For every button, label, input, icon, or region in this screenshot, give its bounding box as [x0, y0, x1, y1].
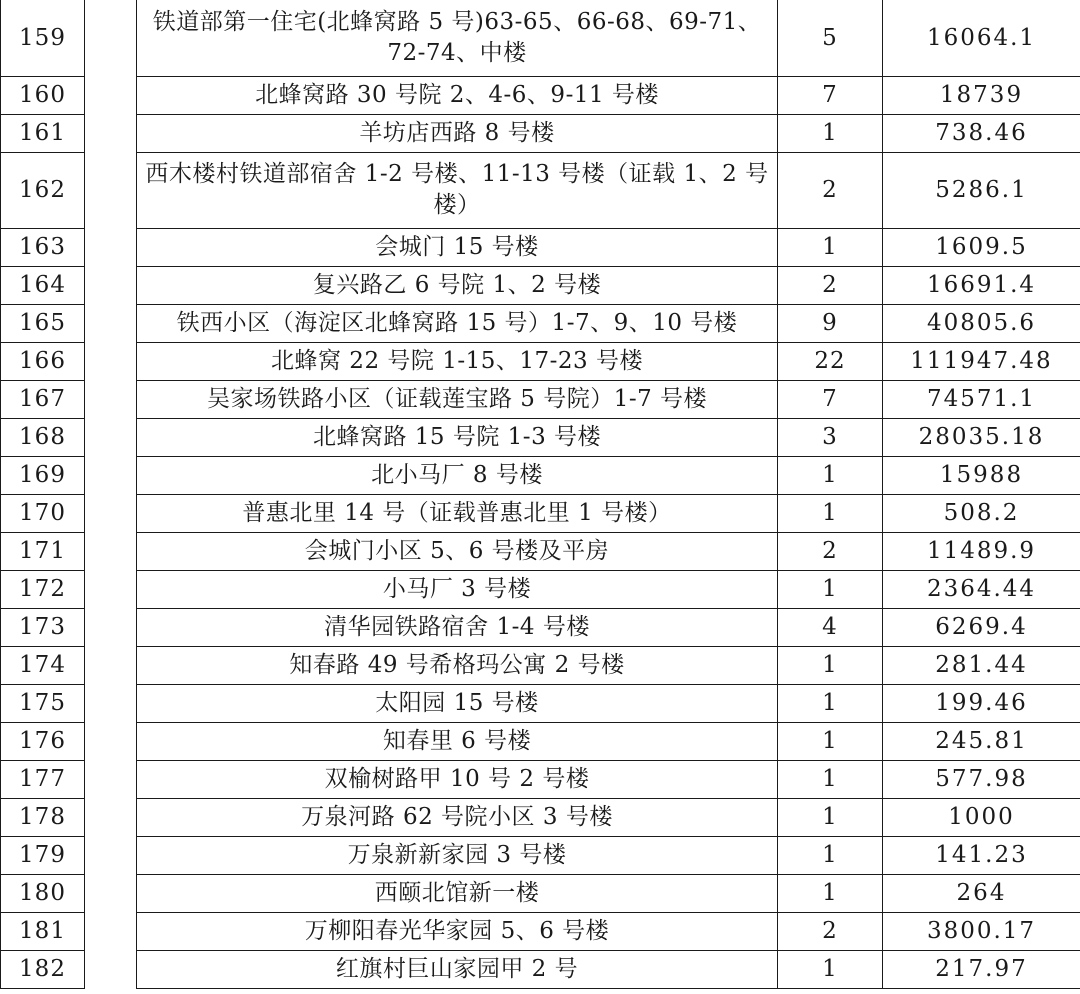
floor-area-cell: 2364.44: [883, 570, 1080, 608]
property-name-cell: 万泉河路 62 号院小区 3 号楼: [137, 798, 778, 836]
merged-blank-column: [85, 0, 137, 988]
table-row: [1, 684, 1080, 722]
property-name-cell: 羊坊店西路 8 号楼: [137, 114, 778, 152]
row-number-cell: 175: [1, 684, 85, 722]
row-number-cell: 173: [1, 608, 85, 646]
row-number-cell: 170: [1, 494, 85, 532]
floor-area-cell: 6269.4: [883, 608, 1080, 646]
property-name-cell: 铁道部第一住宅(北蜂窝路 5 号)63-65、66-68、69-71、72-74、中楼: [137, 0, 778, 76]
table-row: [1, 912, 1080, 950]
building-count-cell: 2: [778, 266, 883, 304]
property-name-cell: 知春里 6 号楼: [137, 722, 778, 760]
row-number-cell: 180: [1, 874, 85, 912]
floor-area-cell: 281.44: [883, 646, 1080, 684]
floor-area-cell: 1609.5: [883, 228, 1080, 266]
row-number-cell: 172: [1, 570, 85, 608]
building-count-cell: 2: [778, 152, 883, 228]
table-row: [1, 266, 1080, 304]
building-count-cell: 1: [778, 114, 883, 152]
property-name-cell: 北蜂窝路 15 号院 1-3 号楼: [137, 418, 778, 456]
floor-area-cell: 508.2: [883, 494, 1080, 532]
building-count-cell: 1: [778, 760, 883, 798]
property-name-cell: 知春路 49 号希格玛公寓 2 号楼: [137, 646, 778, 684]
table-row: [1, 722, 1080, 760]
floor-area-cell: 1000: [883, 798, 1080, 836]
building-count-cell: 9: [778, 304, 883, 342]
table-row: [1, 114, 1080, 152]
table-row: [1, 76, 1080, 114]
row-number-cell: 171: [1, 532, 85, 570]
table-row: [1, 798, 1080, 836]
floor-area-cell: 738.46: [883, 114, 1080, 152]
building-count-cell: 4: [778, 608, 883, 646]
row-number-cell: 159: [1, 0, 85, 76]
row-number-cell: 174: [1, 646, 85, 684]
floor-area-cell: 3800.17: [883, 912, 1080, 950]
property-name-cell: 双榆树路甲 10 号 2 号楼: [137, 760, 778, 798]
property-name-cell: 北蜂窝 22 号院 1-15、17-23 号楼: [137, 342, 778, 380]
property-name-cell: 万柳阳春光华家园 5、6 号楼: [137, 912, 778, 950]
floor-area-cell: 245.81: [883, 722, 1080, 760]
building-count-cell: 7: [778, 380, 883, 418]
property-name-cell: 西颐北馆新一楼: [137, 874, 778, 912]
building-count-cell: 2: [778, 532, 883, 570]
row-number-cell: 165: [1, 304, 85, 342]
floor-area-cell: 264: [883, 874, 1080, 912]
table-row: [1, 646, 1080, 684]
building-count-cell: 1: [778, 228, 883, 266]
table-row: [1, 418, 1080, 456]
building-count-cell: 1: [778, 950, 883, 988]
floor-area-cell: 577.98: [883, 760, 1080, 798]
building-count-cell: 1: [778, 456, 883, 494]
floor-area-cell: 18739: [883, 76, 1080, 114]
building-count-cell: 2: [778, 912, 883, 950]
row-number-cell: 177: [1, 760, 85, 798]
table-row: [1, 608, 1080, 646]
building-count-cell: 1: [778, 684, 883, 722]
floor-area-cell: 74571.1: [883, 380, 1080, 418]
row-number-cell: 182: [1, 950, 85, 988]
building-count-cell: 3: [778, 418, 883, 456]
floor-area-cell: 111947.48: [883, 342, 1080, 380]
row-number-cell: 160: [1, 76, 85, 114]
table-row: [1, 874, 1080, 912]
table-row: [1, 950, 1080, 988]
table-row: [1, 760, 1080, 798]
row-number-cell: 178: [1, 798, 85, 836]
row-number-cell: 163: [1, 228, 85, 266]
row-number-cell: 164: [1, 266, 85, 304]
building-count-cell: 1: [778, 570, 883, 608]
row-number-cell: 167: [1, 380, 85, 418]
table-row: [1, 494, 1080, 532]
floor-area-cell: 217.97: [883, 950, 1080, 988]
property-name-cell: 会城门 15 号楼: [137, 228, 778, 266]
building-count-cell: 22: [778, 342, 883, 380]
row-number-cell: 169: [1, 456, 85, 494]
property-name-cell: 北小马厂 8 号楼: [137, 456, 778, 494]
floor-area-cell: 40805.6: [883, 304, 1080, 342]
property-name-cell: 普惠北里 14 号（证载普惠北里 1 号楼）: [137, 494, 778, 532]
row-number-cell: 168: [1, 418, 85, 456]
row-number-cell: 166: [1, 342, 85, 380]
building-count-cell: 1: [778, 646, 883, 684]
row-number-cell: 176: [1, 722, 85, 760]
property-name-cell: 清华园铁路宿舍 1-4 号楼: [137, 608, 778, 646]
table-row: [1, 0, 1080, 76]
property-name-cell: 小马厂 3 号楼: [137, 570, 778, 608]
table-row: [1, 380, 1080, 418]
building-count-cell: 1: [778, 874, 883, 912]
table-body: [1, 0, 1080, 988]
building-count-cell: 1: [778, 836, 883, 874]
floor-area-cell: 16691.4: [883, 266, 1080, 304]
floor-area-cell: 15988: [883, 456, 1080, 494]
table-row: [1, 342, 1080, 380]
property-name-cell: 万泉新新家园 3 号楼: [137, 836, 778, 874]
floor-area-cell: 199.46: [883, 684, 1080, 722]
floor-area-cell: 28035.18: [883, 418, 1080, 456]
row-number-cell: 162: [1, 152, 85, 228]
building-count-cell: 1: [778, 798, 883, 836]
table-row: [1, 836, 1080, 874]
building-count-cell: 7: [778, 76, 883, 114]
floor-area-cell: 141.23: [883, 836, 1080, 874]
table-row: [1, 532, 1080, 570]
floor-area-cell: 5286.1: [883, 152, 1080, 228]
row-number-cell: 181: [1, 912, 85, 950]
property-name-cell: 铁西小区（海淀区北蜂窝路 15 号）1-7、9、10 号楼: [137, 304, 778, 342]
table-row: [1, 152, 1080, 228]
table-row: [1, 456, 1080, 494]
table-row: [1, 304, 1080, 342]
row-number-cell: 161: [1, 114, 85, 152]
property-name-cell: 红旗村巨山家园甲 2 号: [137, 950, 778, 988]
floor-area-cell: 16064.1: [883, 0, 1080, 76]
building-count-cell: 1: [778, 494, 883, 532]
row-number-cell: 179: [1, 836, 85, 874]
building-count-cell: 1: [778, 722, 883, 760]
property-name-cell: 西木楼村铁道部宿舍 1-2 号楼、11-13 号楼（证载 1、2 号楼）: [137, 152, 778, 228]
table-row: [1, 228, 1080, 266]
property-name-cell: 会城门小区 5、6 号楼及平房: [137, 532, 778, 570]
building-count-cell: 5: [778, 0, 883, 76]
property-name-cell: 太阳园 15 号楼: [137, 684, 778, 722]
property-name-cell: 北蜂窝路 30 号院 2、4-6、9-11 号楼: [137, 76, 778, 114]
property-name-cell: 复兴路乙 6 号院 1、2 号楼: [137, 266, 778, 304]
floor-area-cell: 11489.9: [883, 532, 1080, 570]
table-row: [1, 570, 1080, 608]
property-name-cell: 吴家场铁路小区（证载莲宝路 5 号院）1-7 号楼: [137, 380, 778, 418]
